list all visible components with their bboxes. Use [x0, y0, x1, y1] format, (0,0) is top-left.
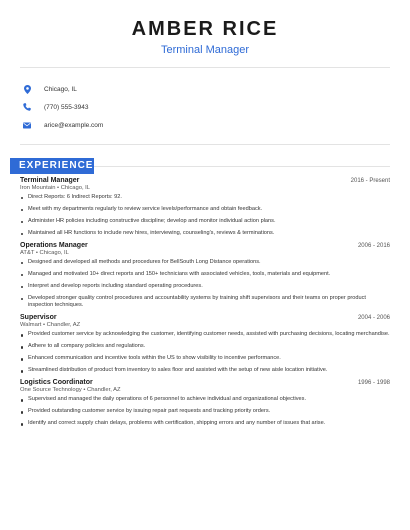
contact-divider	[20, 144, 390, 145]
bullet-item: Provided customer service by acknowledging the customer, identifying customer needs, assisted with purchasing decisions, locating merchandise.	[20, 331, 390, 339]
job-bullets	[20, 396, 390, 428]
job-entry	[20, 379, 390, 428]
bullet-item: Managed and motivated 10+ direct reports and 150+ technicians with associated vehicles, tools, materials and equipment.	[20, 271, 390, 279]
contact-list	[0, 68, 410, 144]
resume-header	[0, 0, 410, 57]
bullet-item: Supervised and managed the daily operations of 6 personnel to achieve individual and organizational objectives.	[20, 396, 390, 404]
bullet-item: Adhere to all company policies and regulations.	[20, 343, 390, 351]
bullet-item: Administer HR policies including constructive discipline; develop and monitor individual action plans.	[20, 218, 390, 226]
bullet-item: Meet with my departments regularly to review service levels/performance and obtain feedback.	[20, 206, 390, 214]
location-pin-icon	[20, 85, 34, 94]
contact-email[interactable]	[20, 116, 390, 134]
job-employer: Walmart • Chandler, AZ	[20, 322, 81, 329]
job-title: Logistics Coordinator	[20, 379, 93, 387]
job-employer: Iron Mountain • Chicago, IL	[20, 185, 91, 191]
bullet-item: Enhanced communication and incentive tools within the US to show visibility to incentive performance.	[20, 355, 390, 363]
job-bullets	[20, 194, 390, 238]
bullet-item: Developed stronger quality control procedures and accountability systems by training shift supervisors and their teams on proper product inspection techniques.	[20, 295, 390, 310]
bullet-item: Designed and developed all methods and procedures for BellSouth Long Distance operations.	[20, 259, 390, 267]
contact-location-text: Chicago, IL	[44, 85, 77, 93]
job-bullets	[20, 259, 390, 310]
job-employer: AT&T • Chicago, IL	[20, 249, 69, 256]
job-title: Operations Manager	[20, 241, 88, 249]
job-title: Supervisor	[20, 314, 57, 322]
job-entry	[20, 314, 390, 375]
bullet-item: Identify and correct supply chain delays, problems with certification, shipping errors and any number of issues that arise.	[20, 420, 390, 428]
section-heading-experience: EXPERIENCE	[10, 158, 94, 174]
bullet-item: Provided outstanding customer service by issuing repair part requests and tracking priority orders.	[20, 408, 390, 416]
email-icon	[20, 122, 34, 129]
bullet-item: Maintained all HR functions to include new hires, interviewing, counseling's, reviews & terminations.	[20, 230, 390, 238]
contact-email-text[interactable]: arice@example.com	[44, 121, 104, 129]
job-dates: 2006 - 2016	[357, 242, 390, 249]
job-dates: 2004 - 2006	[357, 315, 390, 322]
job-employer: One Source Technology • Chandler, AZ	[20, 387, 121, 394]
candidate-name: AMBER RICE	[131, 18, 279, 40]
job-entry	[20, 242, 390, 310]
contact-location	[20, 80, 390, 98]
section-rule	[94, 166, 390, 167]
bullet-item: Direct Reports: 6 Indirect Reports: 92.	[20, 194, 390, 202]
job-dates: 2016 - Present	[350, 178, 390, 184]
experience-list	[0, 175, 410, 428]
bullet-item: Interpret and develop reports including standard operating procedures.	[20, 283, 390, 291]
bullet-item: Streamlined distribution of product from inventory to sales floor and assisted with the setup of new aisle location initiative.	[20, 367, 390, 375]
contact-phone	[20, 98, 390, 116]
job-entry	[20, 177, 390, 238]
job-bullets	[20, 331, 390, 375]
contact-phone-text: (770) 555-3943	[44, 103, 89, 111]
job-dates: 1996 - 1998	[357, 380, 390, 387]
candidate-title: Terminal Manager	[160, 44, 250, 56]
phone-icon	[20, 103, 34, 111]
job-title: Terminal Manager	[20, 177, 80, 184]
